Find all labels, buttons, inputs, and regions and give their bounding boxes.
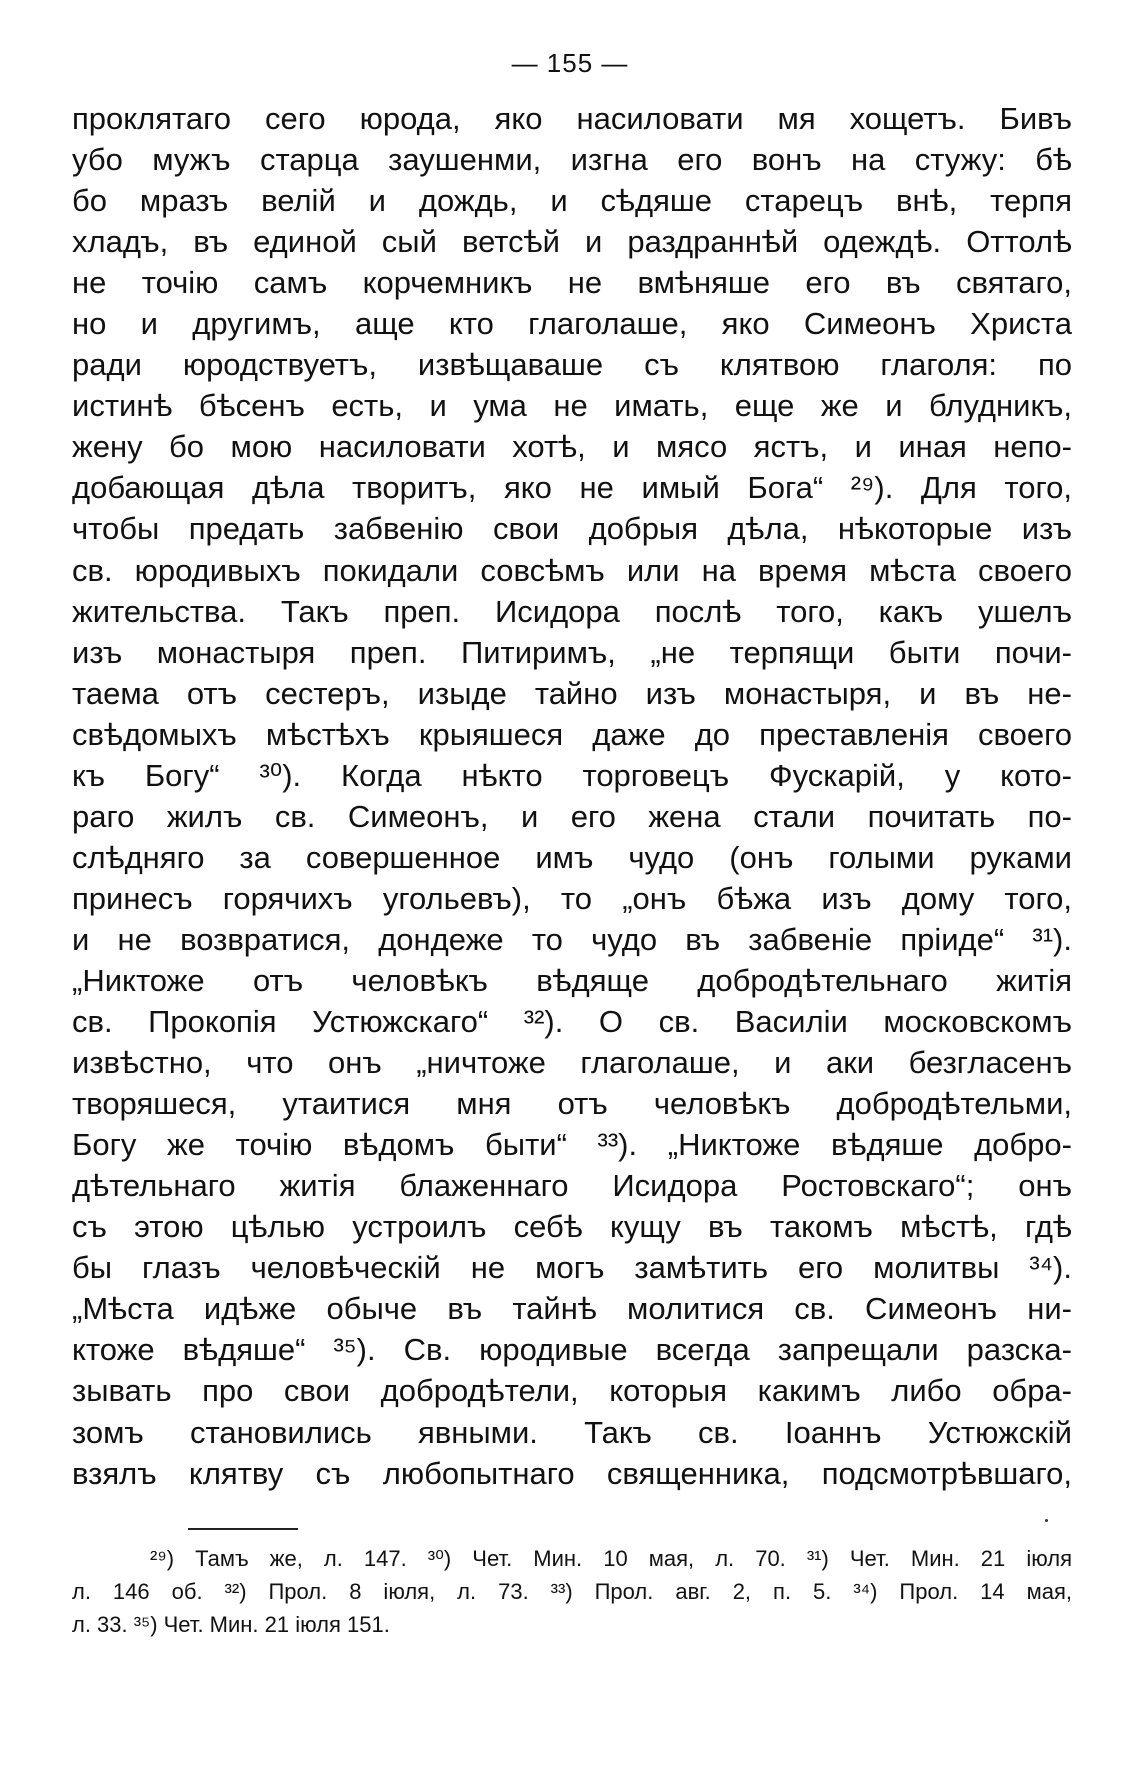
footnote-line: л. 33. ³⁵) Чет. Мин. 21 іюля 151. — [72, 1612, 390, 1637]
text-line: и не возвратися, дондеже то чудо въ забвеніе пріиде“ ³¹). — [72, 921, 1072, 957]
text-line: съ этою цѣлью устроилъ себѣ кущу въ такомъ мѣстѣ, гдѣ — [72, 1209, 1072, 1245]
print-speck — [1045, 1519, 1048, 1522]
text-line: зывать про свои добродѣтели, которыя какимъ либо обра- — [72, 1373, 1072, 1409]
text-line: свѣдомыхъ мѣстѣхъ крыяшеся даже до преставленія своего — [72, 716, 1072, 752]
text-line: жительства. Такъ преп. Исидора послѣ того, какъ ушелъ — [72, 593, 1072, 629]
text-line: изъ монастыря преп. Питиримъ, „не терпящи быти почи- — [72, 634, 1072, 670]
text-line: убо мужъ старца заушенми, изгна его вонъ на стужу: бѣ — [72, 142, 1072, 178]
text-line: хладъ, въ единой сый ветсѣй и раздраннѣй одеждѣ. Оттолѣ — [72, 224, 1072, 260]
text-line: но и другимъ, аще кто глаголаше, яко Симеонъ Христа — [72, 306, 1072, 342]
text-line: св. юродивыхъ покидали совсѣмъ или на время мѣста своего — [72, 552, 1072, 588]
text-line: добающая дѣла творитъ, яко не имый Бога“ ²⁹). Для того, — [72, 470, 1072, 506]
footnotes — [72, 1542, 1072, 1641]
text-line: бо мразъ велій и дождь, и сѣдяше старецъ внѣ, терпя — [72, 183, 1072, 219]
footnote-line: л. 146 об. ³²) Прол. 8 іюля, л. 73. ³³) Прол. авг. 2, п. 5. ³⁴) Прол. 14 мая, — [72, 1579, 1072, 1604]
text-line: истинѣ бѣсенъ есть, и ума не имать, еще же и блудникъ, — [72, 388, 1072, 424]
text-line: зомъ становились явными. Такъ св. Іоаннъ Устюжскій — [72, 1414, 1072, 1450]
text-line: таема отъ сестеръ, изыде тайно изъ монастыря, и въ не- — [72, 675, 1072, 711]
text-line: св. Прокопія Устюжскаго“ ³²). О св. Василіи московскомъ — [72, 1004, 1072, 1040]
text-line: раго жилъ св. Симеонъ, и его жена стали почитать по- — [72, 798, 1072, 834]
body-text — [72, 98, 1072, 1494]
text-line: извѣстно, что онъ „ничтоже глаголаше, и аки безгласенъ — [72, 1045, 1072, 1081]
text-line: ради юродствуетъ, извѣщаваше съ клятвою глаголя: по — [72, 347, 1072, 383]
footnote-line: ²⁹) Тамъ же, л. 147. ³⁰) Чет. Мин. 10 мая, л. 70. ³¹) Чет. Мин. 21 іюля — [150, 1546, 1072, 1571]
page-number: — 155 — — [511, 48, 629, 78]
text-line: принесъ горячихъ угольевъ), то „онъ бѣжа изъ дому того, — [72, 880, 1072, 916]
text-line: творяшеся, утаитися мня отъ человѣкъ добродѣтельми, — [72, 1086, 1072, 1122]
text-line: взялъ клятву съ любопытнаго священника, подсмотрѣвшаго, — [72, 1455, 1072, 1491]
text-line: бы глазъ человѣческій не могъ замѣтить его молитвы ³⁴). — [72, 1250, 1072, 1286]
text-line: Богу же точію вѣдомъ быти“ ³³). „Никтоже вѣдяше добро- — [72, 1127, 1072, 1163]
text-line: ктоже вѣдяше“ ³⁵). Св. юродивые всегда запрещали разска- — [72, 1332, 1072, 1368]
text-line: „Никтоже отъ человѣкъ вѣдяще добродѣтельнаго житія — [72, 962, 1072, 998]
text-line: жену бо мою насиловати хотѣ, и мясо ястъ, и иная непо- — [72, 429, 1072, 465]
text-line: дѣтельнаго житія блаженнаго Исидора Ростовскаго“; онъ — [72, 1168, 1072, 1204]
text-line: проклятаго сего юрода, яко насиловати мя хощетъ. Бивъ — [72, 101, 1072, 136]
text-line: слѣдняго за совершенное имъ чудо (онъ голыми руками — [72, 839, 1072, 875]
footnote-separator — [188, 1528, 298, 1530]
text-line: „Мѣста идѣже обыче въ тайнѣ молитися св. Симеонъ ни- — [72, 1291, 1072, 1327]
text-line: къ Богу“ ³⁰). Когда нѣкто торговецъ Фускарій, у кото- — [72, 757, 1072, 793]
text-line: чтобы предать забвенію свои добрыя дѣла, нѣкоторые изъ — [72, 511, 1072, 547]
text-line: не точію самъ корчемникъ не вмѣняше его въ святаго, — [72, 265, 1072, 301]
